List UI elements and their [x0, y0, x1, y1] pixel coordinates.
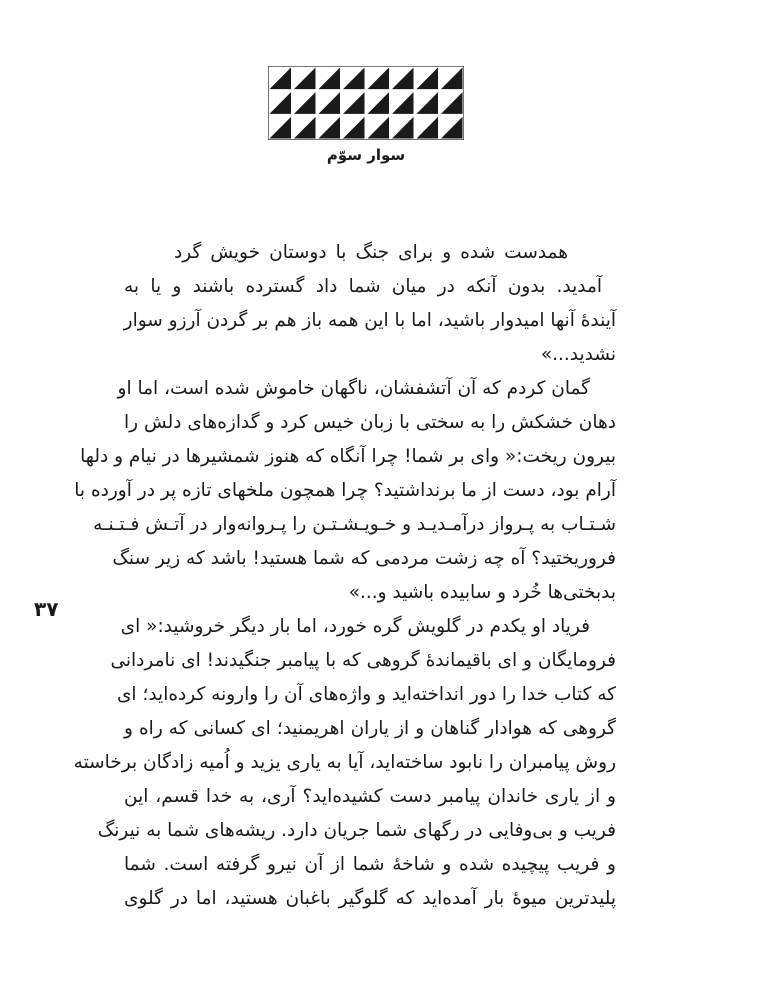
- text-line: روش پیامبران را نابود ساخته‌اید، آیا به یاری یزید و اُمیه زادگان برخاسته: [73, 752, 616, 773]
- body-text: [73, 236, 616, 916]
- page-number: ۳۷: [34, 597, 59, 621]
- text-line: گمان کردم که آن آتشفشان، ناگهان خاموش شده است، اما او: [117, 378, 590, 399]
- text-line: فریب و بی‌وفایی در رگهای شما جریان دارد. ریشه‌های شما به نیرنگ: [97, 820, 616, 841]
- text-line: شـتـاب به پـرواز درآمـدیـد و خـویـشـتـن را پـروانه‌وار در آتـش فـتـنـه: [93, 514, 616, 535]
- text-line: فرومایگان و ای باقیماندۀ گروهی که با پیامبر جنگیدند! ای نامردانی: [110, 650, 616, 671]
- text-line: آرام بود، دست از ما برنداشتید؟ چرا همچون ملخهای تازه پر در آورده با: [74, 480, 616, 501]
- text-line: نشدید...»: [540, 344, 616, 365]
- text-line: که کتاب خدا را دور انداخته‌اید و واژه‌های آن را وارونه کرده‌اید؛ ای: [116, 684, 616, 705]
- text-line: دهان خشکش را به سختی با زبان خیس کرد و گدازه‌های دلش را: [124, 412, 616, 433]
- section-title: سوار سوّم: [326, 146, 406, 164]
- text-line: و فریب پیچیده شده و شاخۀ شما از آن نیرو گرفته است. شما: [124, 854, 616, 875]
- text-line: گروهی که هوادار گناهان و از یاران اهریمنید؛ ای کسانی که راه و: [124, 718, 616, 739]
- text-line: بدبختی‌ها خُرد و سابیده باشید و...»: [348, 582, 616, 603]
- text-line: آمدید. بدون آنکه در میان شما داد گسترده باشند و یا به: [124, 276, 602, 297]
- triangle-pattern-ornament: [268, 66, 464, 140]
- text-line: آیندۀ آنها امیدوار باشید، اما با این همه باز هم بر گردن آرزو سوار: [123, 310, 616, 331]
- text-line: پلیدترین میوۀ بار آمده‌اید که گلوگیر باغبان هستید، اما در گلوی: [124, 888, 616, 909]
- text-line: بیرون ریخت:« وای بر شما! چرا آنگاه که هنوز شمشیرها در نیام و دلها: [80, 446, 616, 467]
- text-line: همدست شده و برای جنگ با دوستان خویش گرد: [174, 242, 568, 263]
- text-line: فریاد او یکدم در گلویش گره خورد، اما بار دیگر خروشید:« ای: [120, 616, 590, 637]
- text-line: فروریختید؟ آه چه زشت مردمی که شما هستید! باشد که زیر سنگ: [112, 548, 616, 569]
- text-line: و از یاری خاندان پیامبر دست کشیده‌اید؟ آری، به خدا قسم، این: [124, 786, 616, 807]
